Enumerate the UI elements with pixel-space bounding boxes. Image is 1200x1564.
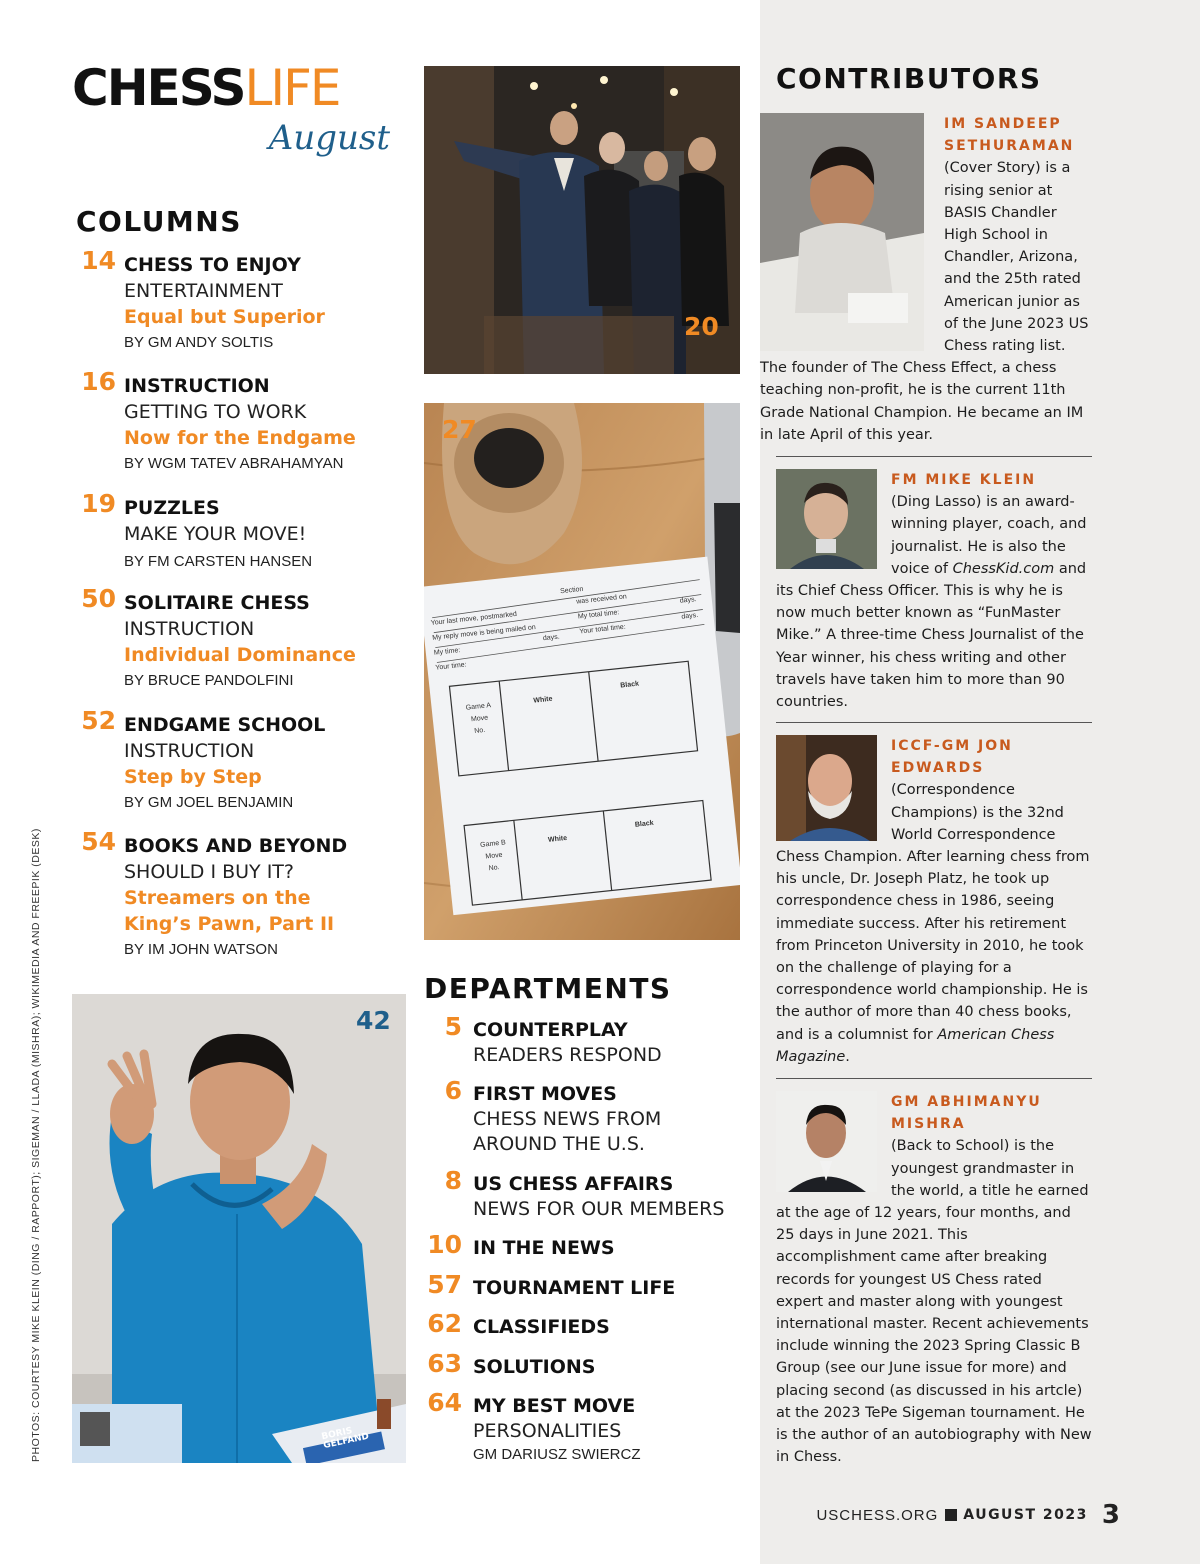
- contributor-text: and its Chief Chess Officer. This is why he is now much better known as “FunMaster Mike.” A three-time Chess Journalist of the Year winner, his chess writing and other travels have taken him to more than 90 countries.: [776, 560, 1087, 711]
- divider: [776, 1078, 1092, 1079]
- mishra-photo[interactable]: [72, 994, 406, 1463]
- page-number: 62: [427, 1309, 462, 1338]
- contributor-name: IM SANDEEP SETHURAMAN: [944, 116, 1075, 155]
- scoresheet-label: Black: [619, 680, 640, 690]
- column-name: CHESS TO ENJOY: [124, 254, 301, 276]
- byline: BY IM JOHN WATSON: [124, 941, 278, 958]
- story-title: Step by Step: [124, 766, 262, 788]
- page-number: 19: [81, 489, 116, 518]
- contributor-photo: [760, 113, 924, 351]
- scoresheet-label: days.: [679, 596, 697, 605]
- column-name: PUZZLES: [124, 497, 220, 519]
- mishra-illustration: [72, 994, 406, 1463]
- column-category: INSTRUCTION: [124, 618, 255, 640]
- department-subtitle: NEWS FOR OUR MEMBERS: [473, 1198, 725, 1220]
- contributor-bio: [760, 113, 1092, 446]
- story-title: Individual Dominance: [124, 644, 356, 666]
- issue-month: August: [268, 118, 390, 158]
- scoresheet-label: Your total time:: [579, 623, 627, 636]
- page-number: 16: [81, 367, 116, 396]
- footer-issue: AUGUST 2023: [963, 1507, 1088, 1523]
- department-subtitle: CHESS NEWS FROM AROUND THE U.S.: [473, 1108, 662, 1155]
- department-name: MY BEST MOVE: [473, 1395, 636, 1417]
- scoresheet-photo[interactable]: [424, 403, 740, 940]
- departments-heading: DEPARTMENTS: [424, 972, 672, 1005]
- columns-heading: COLUMNS: [76, 205, 242, 238]
- scoresheet-label: days.: [681, 611, 699, 621]
- contributor-text-italic: American Chess Magazine: [776, 1026, 1055, 1065]
- page-number: 10: [427, 1230, 462, 1259]
- department-name: FIRST MOVES: [473, 1083, 617, 1105]
- scoresheet-label: My time:: [433, 647, 461, 657]
- scoresheet-label: My total time:: [577, 609, 620, 621]
- department-entry[interactable]: [420, 1309, 750, 1340]
- story-title: Now for the Endgame: [124, 427, 356, 449]
- ding-photo[interactable]: [424, 66, 740, 374]
- scoresheet-label: Move: [485, 851, 503, 861]
- byline: BY BRUCE PANDOLFINI: [124, 672, 294, 689]
- scoresheet-label: No.: [473, 726, 486, 735]
- footer-page-number: 3: [1101, 1500, 1120, 1530]
- contributor-text: (Cover Story) is a rising senior at BASIS Chandler High School in Chandler, Arizona, and the 25th rated American junior as of the June 2023 US Chess rating list. The founder of The Chess Effect, a chess teaching non-profit, he is the current 11th Grade National Champion. He became an IM in late April of this year.: [760, 160, 1089, 443]
- contributor-text: (Back to School) is the youngest grandmaster in the world, a title he earned at the age of 12 years, four months, and 25 days in June 2021. This accomplishment came after breaking records for youngest US Chess rated expert and master along with youngest international master. Recent achievements include winning the 2023 Spring Classic B Group (see our June issue for more) and placing second (as discussed in his artcle) at the 2023 TePe Sigeman tournament. He is the author of an autobiography with New in Chess.: [776, 1138, 1092, 1466]
- square-bullet-icon: [945, 1509, 957, 1521]
- department-name: SOLUTIONS: [473, 1356, 596, 1378]
- department-subtitle: PERSONALITIES: [473, 1420, 622, 1442]
- contributor-name: ICCF-GM JON EDWARDS: [891, 738, 1013, 777]
- contributor-text-italic: ChessKid.com: [952, 560, 1055, 577]
- page-number: 54: [81, 827, 116, 856]
- column-category: INSTRUCTION: [124, 740, 255, 762]
- department-name: US CHESS AFFAIRS: [473, 1173, 674, 1195]
- logo-chess: CHESS: [72, 59, 245, 117]
- photo-credit: PHOTOS: COURTESY MIKE KLEIN (DING / RAPPORT); SIGEMAN / LLADA (MISHRA); WIKIMEDIA AND FREEPIK (DESK): [30, 828, 42, 1462]
- scoresheet-label: Game A: [465, 702, 492, 712]
- story-title: Equal but Superior: [124, 306, 325, 328]
- column-entry[interactable]: [72, 489, 402, 575]
- column-category: ENTERTAINMENT: [124, 280, 283, 302]
- footer-site: USCHESS.ORG: [816, 1506, 939, 1524]
- contributor-name: GM ABHIMANYU MISHRA: [891, 1094, 1042, 1133]
- column-entry[interactable]: [72, 246, 402, 356]
- story-title: Streamers on the King’s Pawn, Part II: [124, 887, 335, 935]
- chess-life-logo: [72, 58, 392, 118]
- page-footer: [816, 1500, 1120, 1530]
- contributor-text: .: [845, 1048, 850, 1065]
- byline: BY GM ANDY SOLTIS: [124, 334, 274, 351]
- nameplate: BORIS GELFAND: [320, 1425, 370, 1452]
- scoresheet-label: Move: [470, 714, 489, 724]
- byline: BY GM JOEL BENJAMIN: [124, 794, 294, 811]
- department-entry[interactable]: [420, 1349, 750, 1380]
- byline: BY WGM TATEV ABRAHAMYAN: [124, 455, 344, 472]
- contributor-text: (Ding Lasso) is an award-winning player, coach, and journalist. He is also the voice of: [891, 494, 1087, 577]
- column-name: INSTRUCTION: [124, 375, 270, 397]
- column-category: MAKE YOUR MOVE!: [124, 523, 307, 545]
- page-number: 64: [427, 1388, 462, 1417]
- page-number-badge: 20: [684, 312, 719, 341]
- contributor-photo: [776, 735, 877, 841]
- scoresheet-text: [424, 403, 740, 940]
- column-entry[interactable]: [72, 584, 402, 694]
- scoresheet-label: Section: [559, 585, 584, 596]
- column-entry[interactable]: [72, 367, 402, 477]
- scoresheet-label: Black: [634, 819, 654, 829]
- contributor-name: FM MIKE KLEIN: [891, 472, 1037, 488]
- page-number: 6: [444, 1076, 462, 1105]
- contributor-bio: [776, 735, 1092, 1068]
- column-entry[interactable]: [72, 706, 402, 816]
- contributor-bio: [776, 1091, 1092, 1468]
- page-number: 63: [427, 1349, 462, 1378]
- contributor-photo: [776, 1091, 877, 1192]
- scoresheet-label: Game B: [479, 839, 507, 849]
- masthead: [72, 58, 392, 158]
- department-name: COUNTERPLAY: [473, 1019, 628, 1041]
- contributor-text: (Correspondence Champions) is the 32nd World Correspondence Chess Champion. After learning chess from his uncle, Dr. Joseph Platz, he took up correspondence chess in 1986, seeing immediate success. After his retirement from Princeton University in 2010, he took on the challenge of playing for a correspondence world championship. He is the author of more than 40 chess books, and is a columnist for: [776, 782, 1090, 1043]
- page-number: 14: [81, 246, 116, 275]
- divider: [776, 722, 1092, 723]
- scoresheet-label: Your time:: [435, 661, 467, 672]
- department-entry[interactable]: [420, 1388, 750, 1466]
- page-number: 52: [81, 706, 116, 735]
- byline: BY FM CARSTEN HANSEN: [124, 553, 313, 570]
- department-subtitle: READERS RESPOND: [473, 1044, 662, 1066]
- page-number: 5: [444, 1012, 462, 1041]
- page-number-badge: 42: [356, 1006, 391, 1035]
- scoresheet-label: White: [547, 834, 568, 844]
- page-number: 50: [81, 584, 116, 613]
- department-entry[interactable]: [420, 1076, 750, 1157]
- scoresheet-label: Your last move, postmarked: [430, 610, 518, 627]
- page-number: 57: [427, 1270, 462, 1299]
- page-number-badge: 27: [442, 415, 477, 444]
- column-category: SHOULD I BUY IT?: [124, 861, 294, 883]
- column-category: GETTING TO WORK: [124, 401, 307, 423]
- department-name: CLASSIFIEDS: [473, 1316, 610, 1338]
- department-entry[interactable]: [420, 1012, 750, 1068]
- department-entry[interactable]: [420, 1230, 750, 1261]
- scoresheet-label: was received on: [575, 593, 628, 606]
- column-name: BOOKS AND BEYOND: [124, 835, 348, 857]
- contributor-photo: [776, 469, 877, 569]
- column-name: SOLITAIRE CHESS: [124, 592, 310, 614]
- scoresheet-label: White: [533, 695, 553, 705]
- column-entry[interactable]: [72, 827, 402, 963]
- contributor-bio: [776, 469, 1092, 713]
- scoresheet-label: days.: [542, 633, 561, 643]
- logo-life: LIFE: [244, 59, 340, 117]
- column-name: ENDGAME SCHOOL: [124, 714, 326, 736]
- page-number: 8: [444, 1166, 462, 1195]
- byline: GM DARIUSZ SWIERCZ: [473, 1446, 641, 1463]
- scoresheet-label: No.: [488, 864, 500, 873]
- scoresheet-label: My reply move is being mailed on: [431, 624, 537, 642]
- department-name: TOURNAMENT LIFE: [473, 1277, 676, 1299]
- department-entry[interactable]: [420, 1166, 750, 1222]
- department-name: IN THE NEWS: [473, 1237, 615, 1259]
- contributors-heading: CONTRIBUTORS: [776, 62, 1042, 95]
- divider: [776, 456, 1092, 457]
- department-entry[interactable]: [420, 1270, 750, 1301]
